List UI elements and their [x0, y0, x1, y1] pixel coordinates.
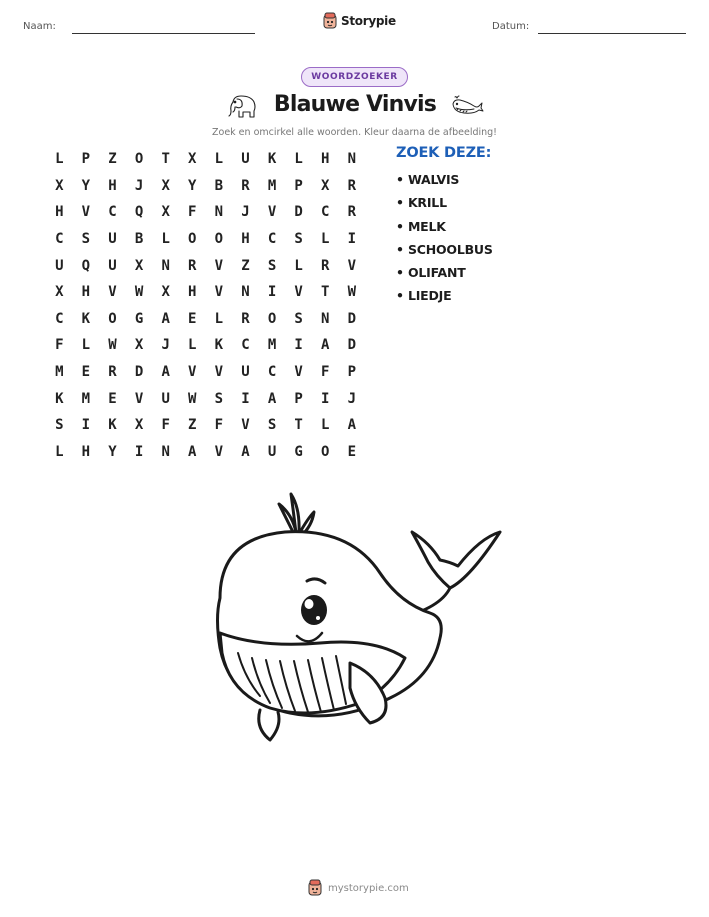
whale-small-icon [450, 95, 484, 117]
date-label: Datum: [492, 21, 530, 32]
grid-cell[interactable]: P [294, 390, 303, 407]
grid-cell[interactable]: C [108, 204, 117, 221]
word-list-item: • KRILL [396, 195, 447, 211]
grid-cell[interactable]: A [347, 417, 357, 434]
grid-cell[interactable]: S [55, 417, 64, 434]
grid-cell[interactable]: X [321, 177, 330, 194]
grid-cell[interactable]: V [214, 443, 224, 460]
grid-cell[interactable]: G [294, 443, 303, 460]
grid-cell[interactable]: U [55, 257, 64, 274]
grid-cell[interactable]: L [294, 151, 303, 168]
grid-cell[interactable]: F [55, 337, 64, 354]
grid-cell[interactable]: Z [188, 417, 197, 434]
grid-cell[interactable]: J [161, 337, 170, 354]
grid-cell[interactable]: K [267, 151, 277, 168]
grid-cell[interactable]: O [321, 443, 330, 460]
grid-cell[interactable]: O [214, 231, 224, 248]
word-list-item: • OLIFANT [396, 265, 466, 281]
grid-cell[interactable]: S [214, 390, 224, 407]
grid-cell[interactable]: T [321, 284, 330, 301]
grid-cell[interactable]: N [161, 443, 170, 460]
word-list-item: • LIEDJE [396, 288, 452, 304]
grid-cell[interactable]: A [267, 390, 277, 407]
grid-cell[interactable]: O [267, 310, 277, 327]
grid-cell[interactable]: F [188, 204, 197, 221]
grid-cell[interactable]: U [241, 364, 250, 381]
grid-cell[interactable]: L [321, 231, 330, 248]
word-search-grid[interactable] [46, 146, 365, 465]
grid-cell[interactable]: B [214, 177, 224, 194]
grid-cell[interactable]: X [161, 177, 170, 194]
grid-cell[interactable]: R [241, 177, 250, 194]
grid-cell[interactable]: X [134, 257, 144, 274]
grid-cell[interactable]: L [81, 337, 91, 354]
grid-cell[interactable]: A [321, 337, 330, 354]
worksheet-type-badge: WOORDZOEKER [301, 67, 408, 87]
grid-cell[interactable]: E [347, 443, 357, 460]
grid-cell[interactable]: Z [108, 151, 117, 168]
grid-cell[interactable]: X [55, 284, 64, 301]
grid-cell[interactable]: W [188, 390, 197, 407]
grid-cell[interactable]: G [134, 310, 144, 327]
grid-cell[interactable]: I [267, 284, 277, 301]
grid-cell[interactable]: V [347, 257, 357, 274]
grid-cell[interactable]: L [294, 257, 303, 274]
grid-cell[interactable]: J [134, 177, 144, 194]
grid-cell[interactable]: E [81, 364, 91, 381]
grid-cell[interactable]: U [108, 231, 117, 248]
grid-cell[interactable]: Y [108, 443, 117, 460]
grid-cell[interactable]: H [321, 151, 330, 168]
grid-cell[interactable]: V [81, 204, 91, 221]
grid-cell[interactable]: R [188, 257, 197, 274]
grid-cell[interactable]: R [347, 204, 357, 221]
grid-cell[interactable]: M [55, 364, 64, 381]
grid-cell[interactable]: T [161, 151, 170, 168]
grid-cell[interactable]: O [108, 310, 117, 327]
grid-cell[interactable]: F [161, 417, 170, 434]
word-list-item: • WALVIS [396, 172, 460, 187]
grid-cell[interactable]: D [294, 204, 303, 221]
grid-cell[interactable]: U [161, 390, 170, 407]
grid-cell[interactable]: N [347, 151, 357, 168]
elephant-icon [227, 93, 259, 119]
grid-cell[interactable]: H [55, 204, 64, 221]
grid-cell[interactable]: R [108, 364, 117, 381]
grid-cell[interactable]: L [214, 310, 224, 327]
grid-cell[interactable]: Y [81, 177, 91, 194]
grid-cell[interactable]: S [267, 257, 277, 274]
brand-logo [322, 12, 396, 30]
grid-cell[interactable]: X [134, 337, 144, 354]
grid-cell[interactable]: S [81, 231, 91, 248]
grid-cell[interactable]: E [188, 310, 197, 327]
grid-cell[interactable]: V [241, 417, 250, 434]
grid-cell[interactable]: K [55, 390, 64, 407]
grid-cell[interactable]: A [161, 364, 170, 381]
grid-cell[interactable]: D [347, 337, 357, 354]
grid-cell[interactable]: A [161, 310, 170, 327]
grid-cell[interactable]: V [108, 284, 117, 301]
grid-cell[interactable]: H [81, 443, 91, 460]
grid-cell[interactable]: H [81, 284, 91, 301]
grid-cell[interactable]: L [214, 151, 224, 168]
storypie-logo-icon [322, 12, 338, 30]
grid-cell[interactable]: V [294, 284, 303, 301]
grid-cell[interactable]: F [321, 364, 330, 381]
grid-cell[interactable]: H [188, 284, 197, 301]
word-list-item: • SCHOOLBUS [396, 241, 493, 257]
grid-cell[interactable]: V [214, 257, 224, 274]
name-label: Naam: [23, 21, 56, 32]
grid-cell[interactable]: L [55, 151, 64, 168]
grid-cell[interactable]: V [267, 204, 277, 221]
word-list-item: • MELK [396, 218, 446, 234]
word-list-title: ZOEK DEZE: [396, 145, 492, 161]
grid-cell[interactable]: S [294, 310, 303, 327]
grid-cell[interactable]: U [108, 257, 117, 274]
grid-cell[interactable]: F [214, 417, 224, 434]
grid-cell[interactable]: A [241, 443, 250, 460]
grid-cell[interactable]: C [55, 310, 64, 327]
grid-cell[interactable]: D [347, 310, 357, 327]
footer-url[interactable]: mystorypie.com [328, 882, 409, 894]
grid-cell[interactable]: I [294, 337, 303, 354]
grid-cell[interactable]: P [294, 177, 303, 194]
grid-cell[interactable]: U [267, 443, 277, 460]
grid-cell[interactable]: O [188, 231, 197, 248]
grid-cell[interactable]: C [55, 231, 64, 248]
instructions: Zoek en omcirkel alle woorden. Kleur daarna de afbeelding! [212, 127, 497, 138]
brand-name: Storypie [341, 14, 396, 28]
grid-cell[interactable]: L [188, 337, 197, 354]
grid-cell[interactable]: K [214, 337, 224, 354]
grid-cell[interactable]: R [241, 310, 250, 327]
grid-cell[interactable]: E [108, 390, 117, 407]
grid-cell[interactable]: V [214, 284, 224, 301]
page-title: Blauwe Vinvis [273, 92, 437, 117]
grid-cell[interactable]: N [161, 257, 170, 274]
grid-cell[interactable]: I [241, 390, 250, 407]
grid-cell[interactable]: V [214, 364, 224, 381]
grid-cell[interactable]: M [267, 177, 277, 194]
grid-cell[interactable]: X [161, 204, 170, 221]
date-line[interactable] [538, 33, 686, 34]
footer [307, 879, 409, 897]
grid-cell[interactable]: L [161, 231, 170, 248]
grid-cell[interactable]: W [347, 284, 357, 301]
grid-cell[interactable]: W [108, 337, 117, 354]
grid-cell[interactable]: I [321, 390, 330, 407]
grid-cell[interactable]: J [241, 204, 250, 221]
grid-cell[interactable]: X [55, 177, 64, 194]
grid-cell[interactable]: L [321, 417, 330, 434]
grid-cell[interactable]: O [134, 151, 144, 168]
grid-cell[interactable]: V [294, 364, 303, 381]
grid-cell[interactable]: Q [134, 204, 144, 221]
grid-cell[interactable]: J [347, 390, 357, 407]
grid-cell[interactable]: N [321, 310, 330, 327]
grid-cell[interactable]: R [347, 177, 357, 194]
grid-cell[interactable]: C [267, 364, 277, 381]
grid-cell[interactable]: H [108, 177, 117, 194]
grid-cell[interactable]: S [294, 231, 303, 248]
grid-cell[interactable]: Y [188, 177, 197, 194]
storypie-logo-icon [307, 879, 323, 897]
grid-cell[interactable]: V [188, 364, 197, 381]
grid-cell[interactable]: R [321, 257, 330, 274]
grid-cell[interactable]: T [294, 417, 303, 434]
grid-cell[interactable]: X [161, 284, 170, 301]
grid-cell[interactable]: U [241, 151, 250, 168]
grid-cell[interactable]: H [241, 231, 250, 248]
grid-cell[interactable]: P [347, 364, 357, 381]
grid-cell[interactable]: M [267, 337, 277, 354]
grid-cell[interactable]: I [81, 417, 91, 434]
grid-cell[interactable]: C [321, 204, 330, 221]
word-list [396, 171, 493, 311]
grid-cell[interactable]: C [267, 231, 277, 248]
name-line[interactable] [72, 33, 255, 34]
grid-cell[interactable]: P [81, 151, 91, 168]
grid-cell[interactable]: L [55, 443, 64, 460]
grid-cell[interactable]: Q [81, 257, 91, 274]
grid-cell[interactable]: N [214, 204, 224, 221]
grid-cell[interactable]: N [241, 284, 250, 301]
grid-cell[interactable]: I [134, 443, 144, 460]
whale-coloring-illustration[interactable] [200, 488, 510, 748]
grid-cell[interactable]: K [108, 417, 117, 434]
grid-cell[interactable]: V [134, 390, 144, 407]
grid-cell[interactable]: I [347, 231, 357, 248]
grid-cell[interactable]: C [241, 337, 250, 354]
grid-cell[interactable]: Z [241, 257, 250, 274]
grid-cell[interactable]: M [81, 390, 91, 407]
grid-cell[interactable]: X [188, 151, 197, 168]
grid-cell[interactable]: K [81, 310, 91, 327]
grid-cell[interactable]: S [267, 417, 277, 434]
grid-cell[interactable]: B [134, 231, 144, 248]
grid-cell[interactable]: A [188, 443, 197, 460]
grid-cell[interactable]: X [134, 417, 144, 434]
grid-cell[interactable]: W [134, 284, 144, 301]
grid-cell[interactable]: D [134, 364, 144, 381]
